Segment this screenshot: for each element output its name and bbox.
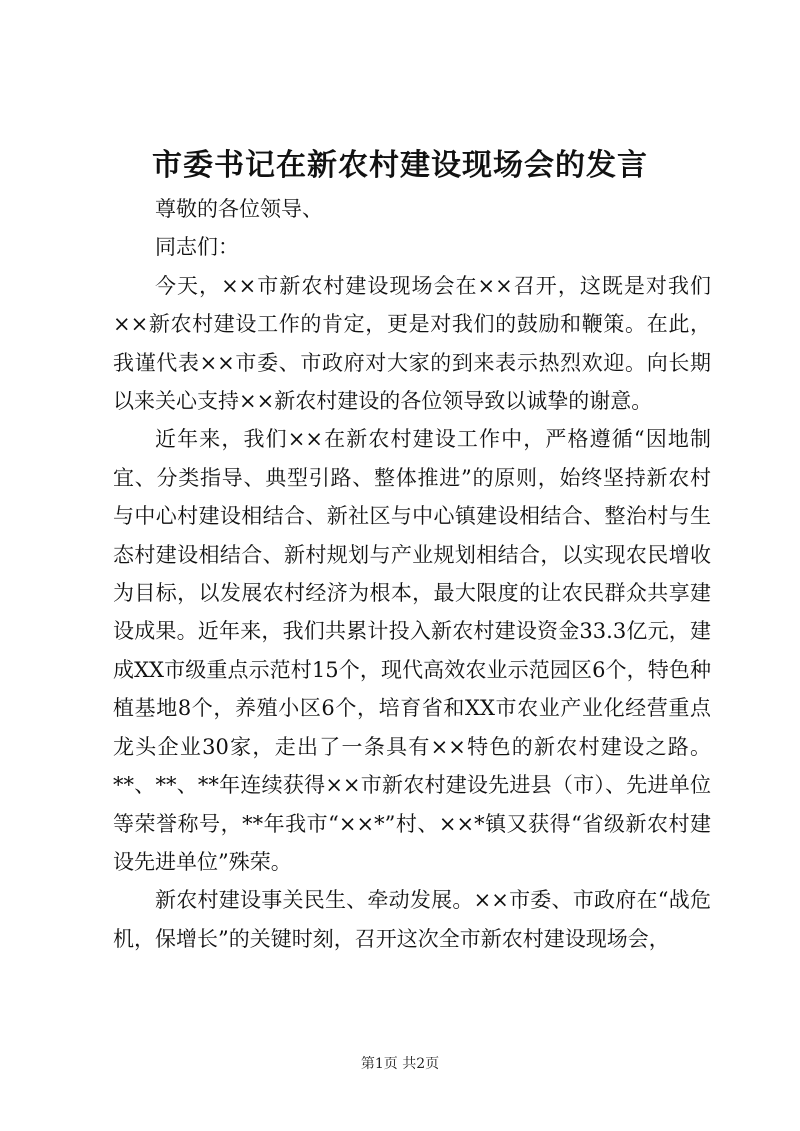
document-body — [113, 190, 711, 958]
page-footer: 第1页 共2页 — [360, 1056, 440, 1072]
salutation-line-1: 尊敬的各位领导、 — [155, 197, 323, 221]
salutation-line-2: 同志们： — [155, 235, 239, 260]
body-paragraph-1: 今天，××市新农村建设现场会在××召开，这既是对我们××新农村建设工作的肯定，更是对我们的鼓励和鞭策。在此，我谨代表××市委、市政府对大家的到来表示热烈欢迎。向长期以来关心支持××新农村建设的各位领导致以诚挚的谢意。 — [113, 273, 711, 414]
body-paragraph-2: 近年来，我们××在新农村建设工作中，严格遵循“因地制宜、分类指导、典型引路、整体推进”的原则，始终坚持新农村与中心村建设相结合、新社区与中心镇建设相结合、整治村与生态村建设相结合、新村规划与产业规划相结合，以实现农民增收为目标，以发展农村经济为根本，最大限度的让农民群众共享建设成果。近年来，我们共累计投入新农村建设资金33.3亿元，建成XX市级重点示范村15个，现代高效农业示范园区6个，特色种植基地8个，养殖小区6个，培育省和XX市农业产业化经营重点龙头企业30家，走出了一条具有××特色的新农村建设之路。**、**、**年连续获得××市新农村建设先进县（市）、先进单位等荣誉称号，**年我市“××*”村、××*镇又获得“省级新农村建设先进单位”殊荣。 — [113, 427, 711, 874]
body-paragraph-3: 新农村建设事关民生、牵动发展。××市委、市政府在“战危机，保增长”的关键时刻，召开这次全市新农村建设现场会， — [113, 888, 711, 951]
document-title: 市委书记在新农村建设现场会的发言 — [152, 148, 648, 183]
